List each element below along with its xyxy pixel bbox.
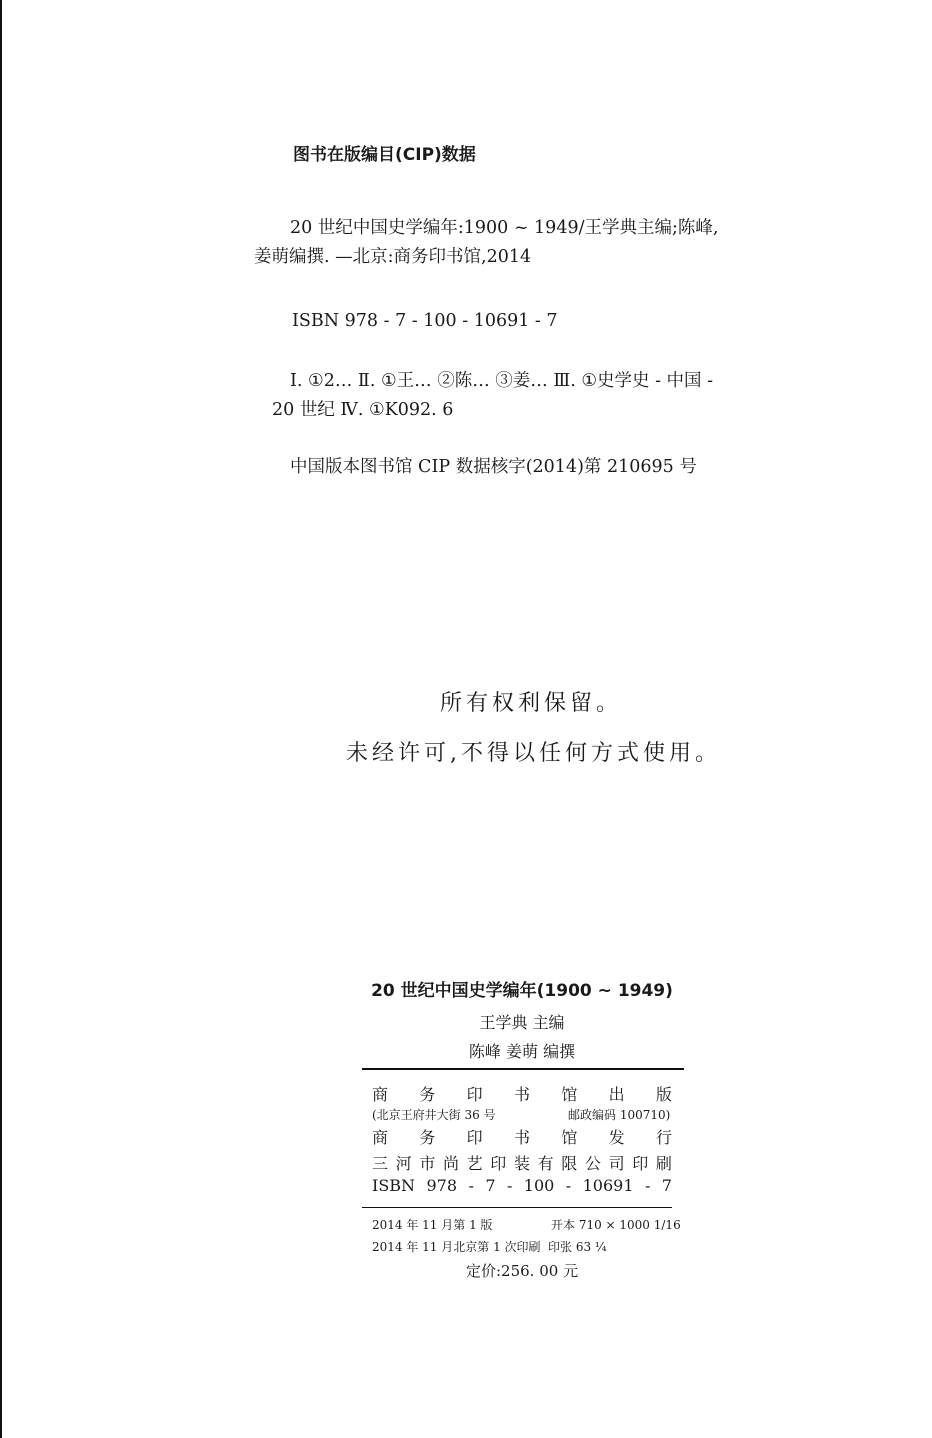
colophon-compilers: 陈峰 姜萌 编撰 xyxy=(468,1042,576,1061)
printer-char: 公 xyxy=(584,1154,601,1173)
cip-description-line-2: 姜萌编撰. —北京:商务印书馆,2014 xyxy=(254,247,532,267)
rights-notice: 未经许可,不得以任何方式使用。 xyxy=(346,741,721,766)
printer-char: 司 xyxy=(608,1154,625,1173)
page-left-edge xyxy=(0,0,2,1438)
distributor-char: 印 xyxy=(466,1128,483,1147)
colophon-divider-thick xyxy=(362,1068,684,1070)
publisher-char: 印 xyxy=(466,1085,483,1104)
cip-classification-line-1: Ⅰ. ①2… Ⅱ. ①王… ②陈… ③姜… Ⅲ. ①史学史 - 中国 - xyxy=(290,371,714,391)
colophon-divider-thin xyxy=(362,1207,672,1208)
printer-char: 三 xyxy=(372,1154,389,1173)
colophon-postcode: 邮政编码 100710) xyxy=(568,1108,671,1122)
isbn-part: 10691 xyxy=(582,1176,634,1195)
colophon-edition: 2014 年 11 月第 1 版 xyxy=(372,1218,493,1232)
printer-char: 市 xyxy=(419,1154,436,1173)
publisher-char: 版 xyxy=(655,1085,672,1104)
colophon-title: 20 世纪中国史学编年(1900 ~ 1949) xyxy=(371,981,673,1001)
printer-char: 装 xyxy=(513,1154,530,1173)
distributor-char: 商 xyxy=(372,1128,389,1147)
cip-description-line-1: 20 世纪中国史学编年:1900 ~ 1949/王学典主编;陈峰, xyxy=(290,218,719,238)
rights-reserved: 所有权利保留。 xyxy=(440,691,623,716)
printer-char: 尚 xyxy=(442,1154,459,1173)
isbn-part: ISBN xyxy=(372,1176,416,1195)
colophon-sheets: 印张 63 ¼ xyxy=(548,1240,607,1254)
printer-char: 印 xyxy=(632,1154,649,1173)
colophon-distributor xyxy=(372,1125,672,1148)
distributor-char: 务 xyxy=(419,1128,436,1147)
cip-classification-line-2: 20 世纪 Ⅳ. ①K092. 6 xyxy=(272,400,454,420)
colophon-printing: 2014 年 11 月北京第 1 次印刷 xyxy=(372,1240,541,1254)
distributor-char: 行 xyxy=(655,1128,672,1147)
colophon-isbn xyxy=(372,1176,672,1195)
isbn-part: - xyxy=(644,1176,651,1195)
printer-char: 限 xyxy=(561,1154,578,1173)
printer-char: 刷 xyxy=(655,1154,672,1173)
colophon-printer xyxy=(372,1151,672,1174)
colophon-price: 定价:256. 00 元 xyxy=(466,1262,579,1280)
publisher-char: 出 xyxy=(608,1085,625,1104)
publisher-char: 书 xyxy=(513,1085,530,1104)
isbn-part: 100 xyxy=(523,1176,555,1195)
isbn-part: - xyxy=(565,1176,572,1195)
distributor-char: 馆 xyxy=(561,1128,578,1147)
publisher-char: 馆 xyxy=(561,1085,578,1104)
printer-char: 有 xyxy=(537,1154,554,1173)
isbn-part: 978 xyxy=(426,1176,458,1195)
printer-char: 艺 xyxy=(466,1154,483,1173)
distributor-char: 发 xyxy=(608,1128,625,1147)
cip-heading: 图书在版编目(CIP)数据 xyxy=(293,145,476,165)
isbn-part: 7 xyxy=(485,1176,496,1195)
printer-char: 河 xyxy=(395,1154,412,1173)
colophon-editor: 王学典 主编 xyxy=(479,1013,565,1032)
isbn-part: - xyxy=(506,1176,513,1195)
publisher-char: 务 xyxy=(419,1085,436,1104)
printer-char: 印 xyxy=(490,1154,507,1173)
cip-isbn: ISBN 978 - 7 - 100 - 10691 - 7 xyxy=(292,311,558,331)
isbn-part: 7 xyxy=(661,1176,672,1195)
isbn-part: - xyxy=(468,1176,474,1195)
distributor-char: 书 xyxy=(513,1128,530,1147)
colophon-publisher xyxy=(372,1082,672,1105)
cip-record-number: 中国版本图书馆 CIP 数据核字(2014)第 210695 号 xyxy=(290,457,697,477)
publisher-char: 商 xyxy=(372,1085,389,1104)
colophon-address: (北京王府井大街 36 号 xyxy=(372,1108,496,1122)
colophon-format: 开本 710 × 1000 1/16 xyxy=(551,1218,681,1232)
